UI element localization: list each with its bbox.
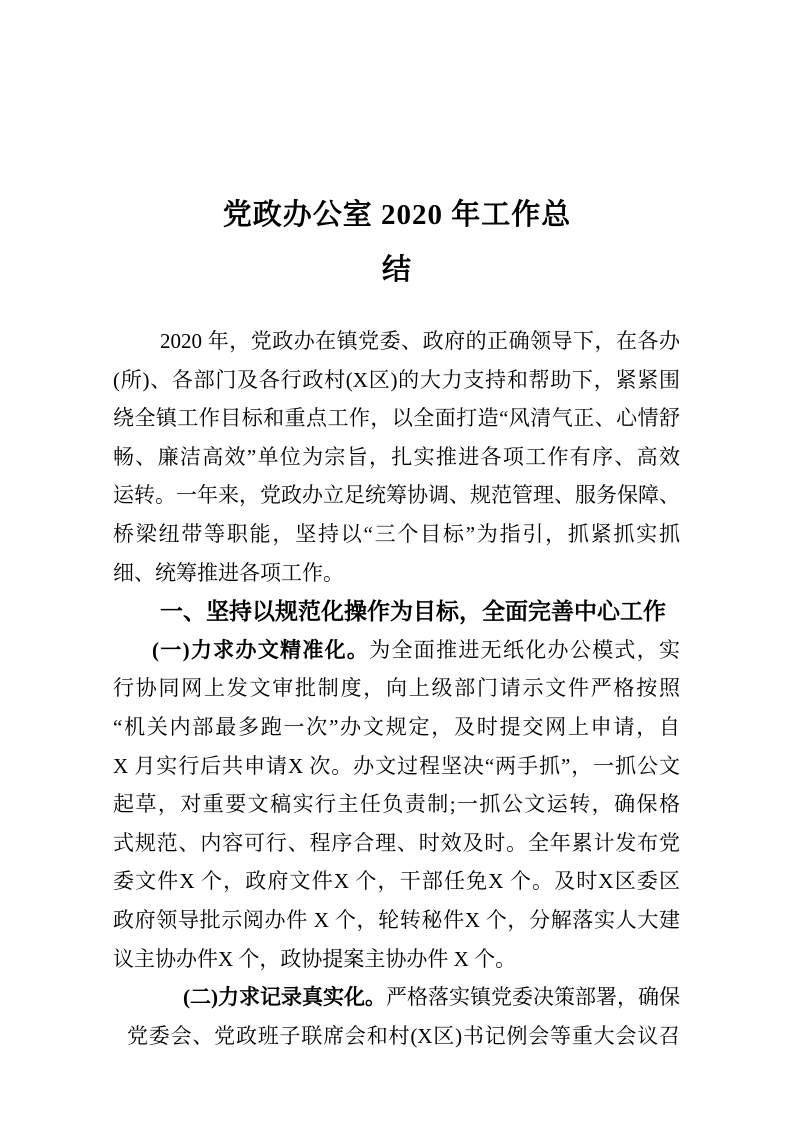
intro-line-4: 畅、廉洁高效”单位为宗旨，扎实推进各项工作有序、高效 xyxy=(113,444,680,469)
para-two-lead: (二)力求记录真实化。 xyxy=(183,985,386,1010)
document-title xyxy=(0,188,794,298)
para-one-line-2: 行协同网上发文审批制度，向上级部门请示文件严格按照 xyxy=(113,676,680,701)
para-one-line-9: 议主协办件X 个，政协提案主协办件 X 个。 xyxy=(113,946,517,971)
para-one-line-7: 委文件X 个，政府文件X 个，干部任免X 个。及时X区委区 xyxy=(113,869,680,894)
intro-line-3: 绕全镇工作目标和重点工作，以全面打造“风清气正、心情舒 xyxy=(113,406,680,431)
para-one-line-5: 起草，对重要文稿实行主任负责制;一抓公文运转，确保格 xyxy=(113,792,680,817)
document-body xyxy=(113,322,680,1055)
para-one-first-line xyxy=(113,631,680,670)
para-one-line-3: “机关内部最多跑一次”办文规定，及时提交网上申请，自 xyxy=(113,714,680,739)
intro-line-6: 桥梁纽带等职能，坚持以“三个目标”为指引，抓紧抓实抓 xyxy=(113,521,680,546)
para-one-line-6: 式规范、内容可行、程序合理、时效及时。全年累计发布党 xyxy=(113,830,680,855)
para-one-first-rest: 为全面推进无纸化办公模式，实 xyxy=(369,637,680,662)
title-line-1: 党政办公室 2020 年工作总 xyxy=(222,199,572,231)
para-two-first-line xyxy=(113,978,680,1017)
title-line-2: 结 xyxy=(381,254,412,286)
para-one-line-4: X 月实行后共申请X 次。办文过程坚决“两手抓”，一抓公文 xyxy=(113,753,680,778)
para-two-line-2: 党委会、党政班子联席会和村(X区)书记例会等重大会议召 xyxy=(127,1023,680,1048)
para-one-lead: (一)力求办文精准化。 xyxy=(152,637,370,662)
intro-line-2: (所)、各部门及各行政村(X区)的大力支持和帮助下，紧紧围 xyxy=(113,367,680,392)
section-heading: 一、坚持以规范化操作为目标，全面完善中心工作 xyxy=(160,598,666,625)
intro-line-7: 细、统筹推进各项工作。 xyxy=(113,560,344,585)
intro-line-1: 2020 年，党政办在镇党委、政府的正确领导下，在各办 xyxy=(160,329,680,353)
intro-line-5: 运转。一年来，党政办立足统筹协调、规范管理、服务保障、 xyxy=(113,483,680,508)
para-two-first-rest: 严格落实镇党委决策部署，确保 xyxy=(386,985,680,1010)
para-one-line-8: 政府领导批示阅办件 X 个，轮转秘件X 个，分解落实人大建 xyxy=(113,907,680,932)
